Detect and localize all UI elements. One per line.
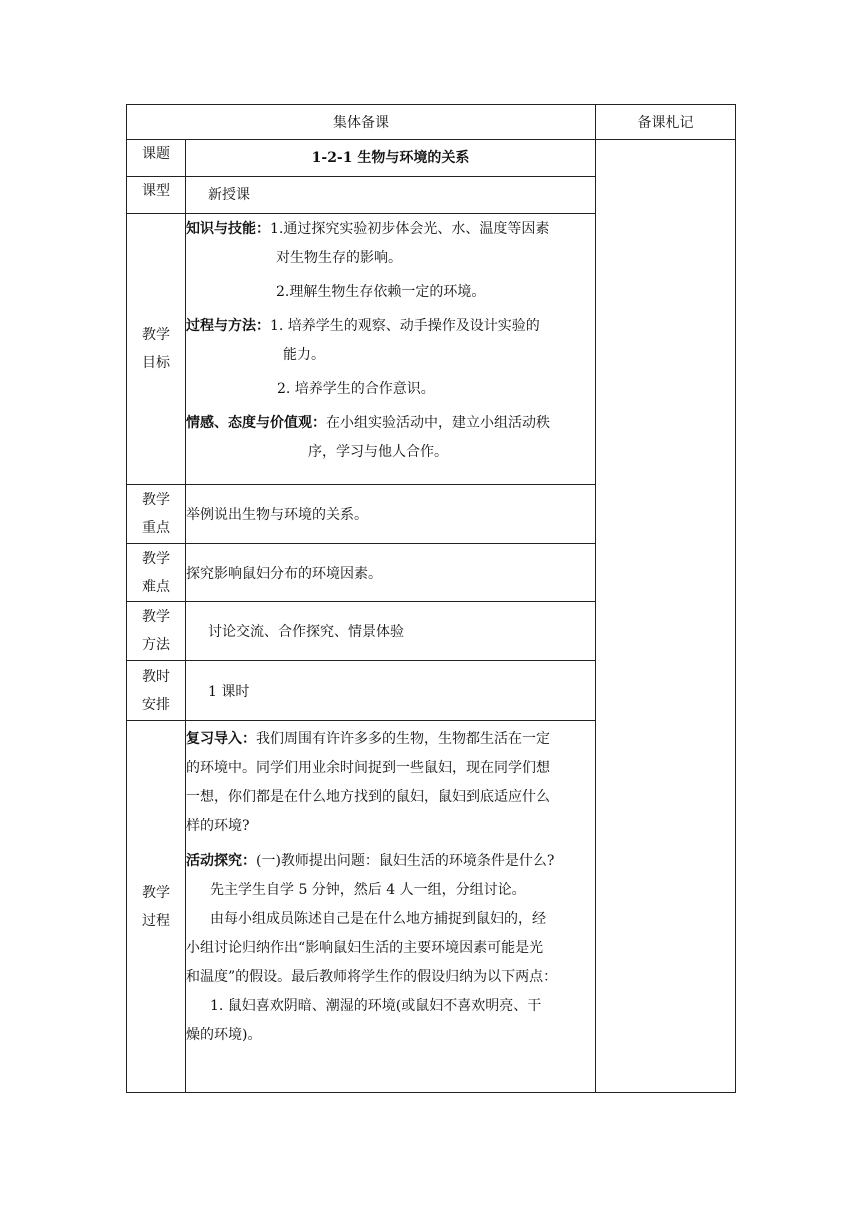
header-collective-prep: 集体备课	[127, 105, 596, 140]
process-line-1	[186, 312, 595, 341]
key-point-label-line2: 重点	[142, 520, 170, 536]
method-cell	[186, 602, 596, 661]
schedule-value: 1 课时	[208, 683, 250, 700]
difficulty-label-line2: 难点	[142, 578, 170, 595]
type-label: 课型	[127, 177, 186, 214]
key-point-label	[127, 485, 186, 544]
topic-row	[127, 140, 736, 177]
activity-line-2: 先主学生自学 5 分钟，然后 4 人一组，分组讨论。	[210, 882, 526, 898]
topic-title: 1-2-1 生物与环境的关系	[311, 150, 470, 166]
type-cell	[186, 177, 596, 214]
difficulty-cell	[186, 544, 596, 602]
schedule-label-line2: 安排	[142, 696, 170, 713]
difficulty-label-line1: 教学	[142, 550, 170, 567]
knowledge-line-1	[186, 215, 595, 244]
schedule-cell	[186, 661, 596, 721]
lesson-plan-table	[126, 104, 736, 1093]
difficulty-label	[127, 544, 186, 602]
objectives-label	[127, 214, 186, 485]
type-value: 新授课	[208, 187, 250, 203]
objectives-cell	[186, 214, 596, 485]
process-label	[127, 721, 186, 1093]
process-cell	[186, 721, 596, 1093]
process-label-line2: 过程	[142, 912, 170, 929]
review-line-4: 样的环境?	[186, 818, 250, 834]
method-label-line2: 方法	[142, 637, 170, 653]
activity-line-4: 小组讨论归纳作出“影响鼠妇生活的主要环境因素可能是光	[186, 940, 544, 956]
key-point-value: 举例说出生物与环境的关系。	[186, 507, 368, 523]
schedule-label-line1: 教时	[142, 668, 170, 685]
knowledge-heading: 知识与技能：	[186, 221, 270, 237]
process-text-1: 1. 培养学生的观察、动手操作及设计实验的	[270, 318, 540, 334]
review-line-1	[186, 725, 595, 754]
review-heading: 复习导入：	[186, 731, 256, 747]
attitude-text-1: 在小组实验活动中，建立小组活动秩	[326, 415, 550, 431]
activity-line-7: 燥的环境)。	[186, 1027, 262, 1043]
objectives-label-line2: 目标	[142, 355, 170, 371]
review-line-3: 一想，你们都是在什么地方找到的鼠妇，鼠妇到底适应什么	[186, 789, 550, 805]
process-label-line1: 教学	[142, 884, 170, 901]
topic-label: 课题	[127, 140, 186, 177]
review-text-1: 我们周围有许许多多的生物，生物都生活在一定	[256, 731, 550, 747]
key-point-cell	[186, 485, 596, 544]
attitude-line-1	[186, 409, 595, 438]
schedule-label	[127, 661, 186, 721]
activity-text-1: (一)教师提出问题：鼠妇生活的环境条件是什么?	[256, 853, 555, 869]
method-value: 讨论交流、合作探究、情景体验	[208, 624, 404, 640]
knowledge-line-3: 2.理解生物生存依赖一定的环境。	[276, 284, 486, 300]
activity-line-6: 1. 鼠妇喜欢阴暗、潮湿的环境(或鼠妇不喜欢明亮、干	[210, 998, 542, 1014]
notes-column	[596, 140, 736, 1093]
header-notes: 备课札记	[596, 105, 736, 140]
process-heading: 过程与方法：	[186, 318, 270, 334]
key-point-label-line1: 教学	[142, 492, 170, 508]
attitude-line-2: 序，学习与他人合作。	[308, 444, 448, 460]
process-line-3: 2. 培养学生的合作意识。	[277, 381, 435, 397]
process-line-2: 能力。	[283, 347, 325, 363]
activity-line-5: 和温度”的假设。最后教师将学生作的假设归纳为以下两点：	[186, 969, 558, 985]
review-line-2: 的环境中。同学们用业余时间捉到一些鼠妇，现在同学们想	[186, 760, 550, 776]
method-label-line1: 教学	[142, 609, 170, 625]
objectives-label-line1: 教学	[142, 327, 170, 343]
activity-line-3: 由每小组成员陈述自己是在什么地方捕捉到鼠妇的，经	[210, 911, 546, 927]
method-label	[127, 602, 186, 661]
attitude-heading: 情感、态度与价值观：	[186, 415, 326, 431]
activity-heading: 活动探究：	[186, 853, 256, 869]
knowledge-line-2: 对生物生存的影响。	[276, 250, 402, 266]
activity-line-1	[186, 847, 595, 876]
knowledge-text-1: 1.通过探究实验初步体会光、水、温度等因素	[270, 221, 550, 237]
topic-cell	[186, 140, 596, 177]
header-row	[127, 105, 736, 140]
difficulty-value: 探究影响鼠妇分布的环境因素。	[186, 565, 382, 582]
